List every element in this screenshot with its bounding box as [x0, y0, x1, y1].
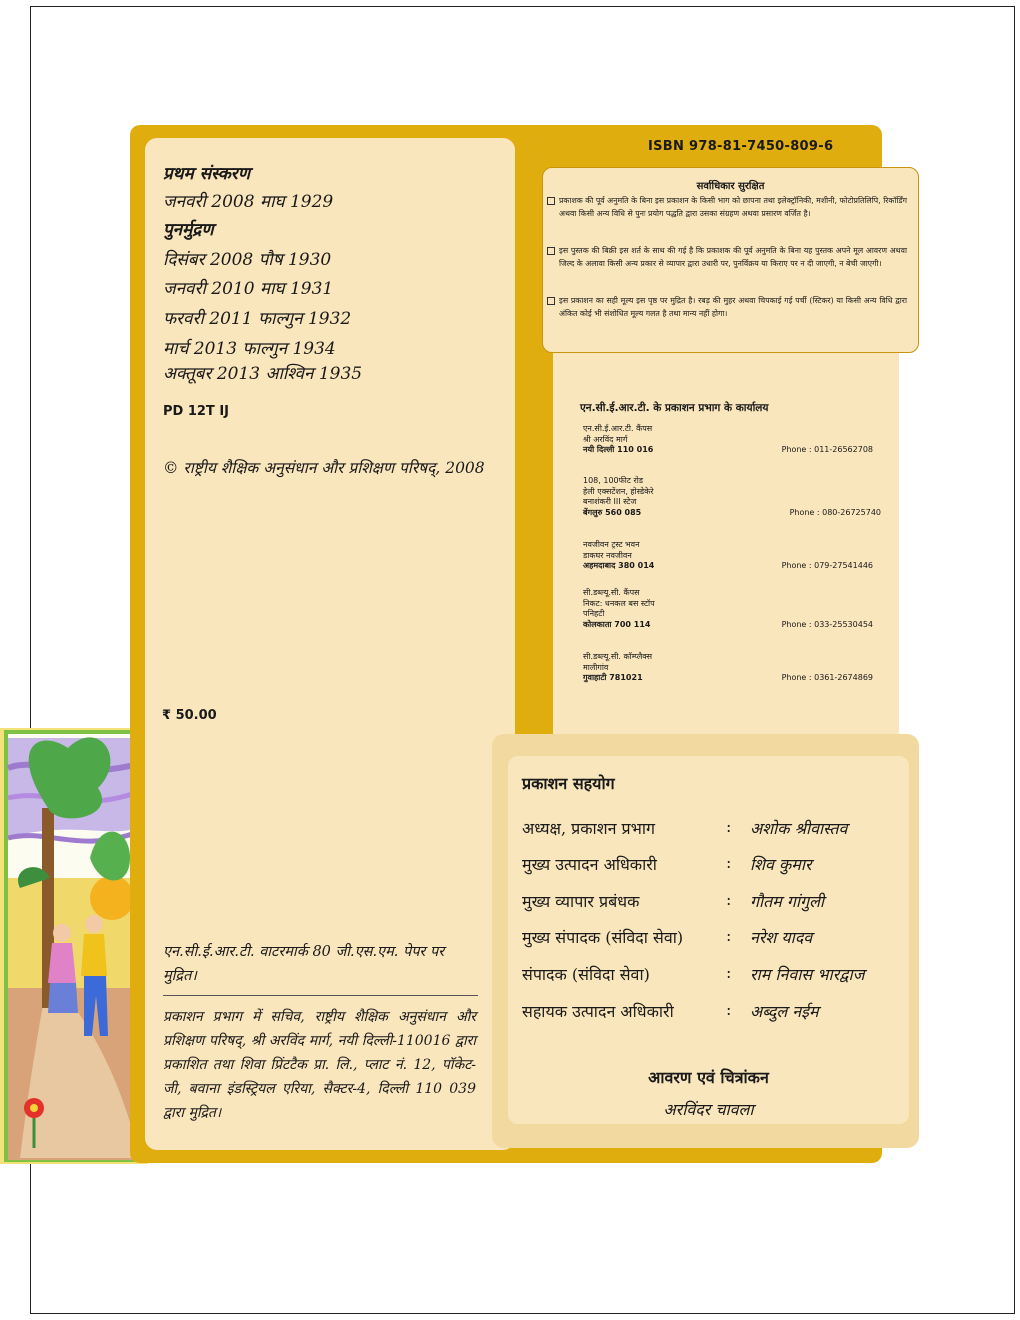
office-city: नयी दिल्ली 110 016: [583, 445, 654, 454]
rights-item: [559, 295, 907, 320]
publisher-note: प्रकाशन प्रभाग में सचिव, राष्ट्रीय शैक्षिक अनुसंधान और प्रशिक्षण परिषद्, श्री अरविंद मार्ग, नयी दिल्ली-110016 द्वारा प्रकाशित तथा शिवा प्रिंटटैक प्रा. लि., प्लाट नं. 12, पॉकेट-जी, बवाना इंडस्ट्रियल एरिया, सैक्टर-4, दिल्ली 110 039 द्वारा मुद्रित।: [163, 1009, 476, 1121]
credit-name: अब्दुल नईम: [750, 1002, 819, 1021]
price: ₹ 50.00: [162, 708, 217, 723]
credit-colon: :: [726, 1000, 732, 1019]
credit-colon: :: [726, 817, 732, 836]
rights-item: [559, 195, 907, 220]
office-phone: Phone : 0361-2674869: [781, 673, 873, 682]
rights-title: सर्वाधिकार सुरक्षित: [696, 181, 765, 192]
paper-note: एन.सी.ई.आर.टी. वाटरमार्क 80 जी.एस.एम. पेपर पर मुद्रित।: [163, 944, 445, 984]
credit-name: राम निवास भारद्वाज: [750, 965, 865, 984]
office-phone: Phone : 033-25530454: [781, 619, 873, 629]
office-address-line: निकट: धनकल बस स्टॉप: [583, 598, 655, 608]
office-address-line: 108, 100फीट रोड: [583, 476, 644, 485]
credit-role: मुख्य उत्पादन अधिकारी: [522, 855, 657, 874]
checkbox-bullet-icon: [547, 297, 555, 305]
office-entry: [583, 424, 873, 456]
reprint-date: फरवरी 2011 फाल्गुन 1932: [163, 309, 352, 329]
office-entry: [583, 652, 873, 684]
credit-role: मुख्य व्यापार प्रबंधक: [522, 892, 640, 911]
credit-colon: :: [726, 853, 732, 872]
credit-role: मुख्य संपादक (संविदा सेवा): [522, 928, 684, 947]
isbn: ISBN 978-81-7450-809-6: [648, 139, 834, 154]
office-address-line: एन.सी.ई.आर.टी. कैंपस: [583, 424, 653, 433]
rights-item-text: इस पुस्तक की बिक्री इस शर्त के साथ की गई है कि प्रकाशक की पूर्व अनुमति के बिना यह पुस्तक अपने मूल आवरण अथवा जिल्द के अलावा किसी अन्य प्रकार से व्यापार द्वारा उधारी पर, पुनर्विक्रय या किराए पर न दी जाएगी, न बेची जाएगी।: [559, 246, 907, 268]
credits-title: प्रकाशन सहयोग: [522, 774, 615, 793]
publication-code: PD 12T IJ: [163, 404, 230, 419]
credit-role: सहायक उत्पादन अधिकारी: [522, 1002, 674, 1021]
office-address-line: बनाशंकरी III स्टेज: [583, 497, 637, 506]
office-entry: [583, 476, 881, 518]
office-address-line: सी.डब्ल्यू.सी. कॉम्प्लैक्स: [583, 652, 653, 661]
credit-role: संपादक (संविदा सेवा): [522, 965, 650, 984]
copyright-line: © राष्ट्रीय शैक्षिक अनुसंधान और प्रशिक्षण परिषद्, 2008: [163, 459, 485, 477]
credit-colon: :: [726, 890, 732, 909]
office-city: अहमदाबाद 380 014: [583, 561, 655, 570]
office-address-line: पनिहटी: [583, 609, 605, 618]
reprint-date: अक्तूबर 2013 आश्विन 1935: [163, 364, 363, 384]
office-address-line: सी.डब्ल्यू.सी. कैंपस: [583, 588, 640, 597]
credit-role: अध्यक्ष, प्रकाशन प्रभाग: [522, 819, 656, 838]
office-city: गुवाहाटी 781021: [583, 673, 643, 682]
first-edition-heading: प्रथम संस्करण: [163, 164, 251, 184]
office-address-line: मालीगांव: [583, 662, 609, 672]
office-entry: [583, 540, 873, 572]
cover-illustration: [0, 728, 148, 1164]
reprint-date: जनवरी 2010 माघ 1931: [163, 279, 334, 299]
rights-item-text: इस प्रकाशन का सही मूल्य इस पृष्ठ पर मुद्रित है। रबड़ की मुहर अथवा चिपकाई गई पर्ची (स्टिकर) या किसी अन्य विधि द्वारा अंकित कोई भी संशोधित मूल्य गलत है तथा मान्य नहीं होगा।: [559, 296, 907, 318]
office-entry: [583, 588, 873, 630]
office-phone: Phone : 011-26562708: [781, 445, 873, 454]
credit-colon: :: [726, 963, 732, 982]
first-edition-date: जनवरी 2008 माघ 1929: [163, 192, 334, 212]
rights-item: [559, 245, 907, 270]
office-phone: Phone : 079-27541446: [781, 561, 873, 570]
office-phone: Phone : 080-26725740: [789, 507, 881, 517]
cover-illustrator-name: अरविंदर चावला: [663, 1100, 754, 1119]
checkbox-bullet-icon: [547, 247, 555, 255]
checkbox-bullet-icon: [547, 197, 555, 205]
reprint-date: दिसंबर 2008 पौष 1930: [163, 250, 332, 270]
office-address-line: नवजीवन ट्रस्ट भवन: [583, 540, 640, 549]
credit-name: नरेश यादव: [750, 928, 813, 947]
cover-illustration-title: आवरण एवं चित्रांकन: [648, 1068, 769, 1087]
office-city: बेंगलुरु 560 085: [583, 507, 642, 517]
rights-reserved-box: [542, 167, 919, 353]
office-address-line: डाकघर नवजीवन: [583, 550, 632, 560]
reprint-date: मार्च 2013 फाल्गुन 1934: [163, 339, 336, 359]
rights-item-text: प्रकाशक की पूर्व अनुमति के बिना इस प्रकाशन के किसी भाग को छापना तथा इलेक्ट्रॉनिकी, मशीनी, फोटोप्रतिलिपि, रिकॉर्डिंग अथवा किसी अन्य विधि से पुनः प्रयोग पद्धति द्वारा उसका संग्रहण अथवा प्रसारण वर्जित है।: [559, 196, 907, 218]
credit-colon: :: [726, 926, 732, 945]
office-city: कोलकाता 700 114: [583, 619, 651, 629]
credit-name: अशोक श्रीवास्तव: [750, 819, 848, 838]
reprint-heading: पुनर्मुद्रण: [163, 220, 214, 240]
divider: [163, 995, 478, 996]
offices-title: एन.सी.ई.आर.टी. के प्रकाशन प्रभाग के कार्यालय: [580, 402, 769, 414]
office-address-line: हेली एक्सटेंशन, होस्डेकेरे: [583, 486, 654, 496]
office-address-line: श्री अरविंद मार्ग: [583, 434, 628, 444]
credit-name: शिव कुमार: [750, 855, 812, 874]
credit-name: गौतम गांगुली: [750, 892, 825, 911]
